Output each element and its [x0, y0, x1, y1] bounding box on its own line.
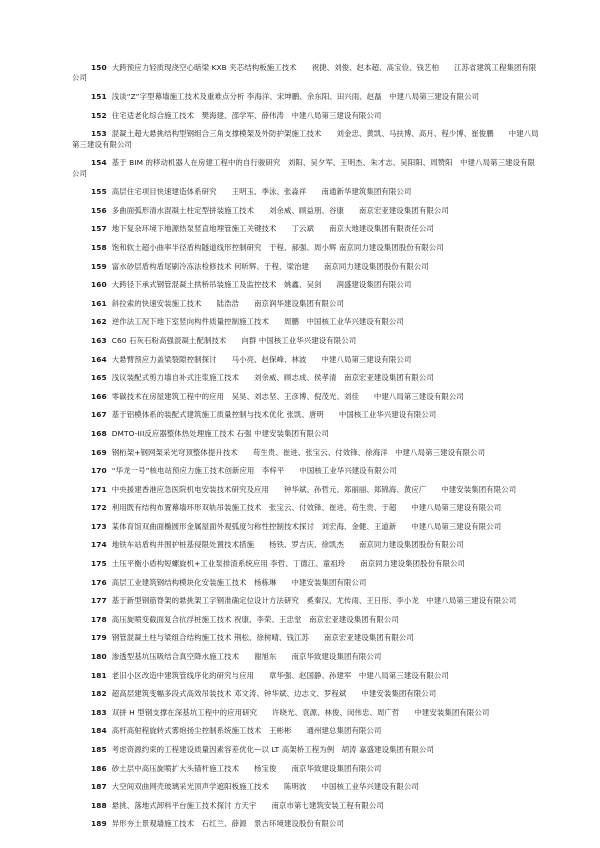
list-item [72, 782, 542, 792]
entry-text: C60 石灰石粉高强混凝土配制技术 向群 中国核工业华兴建设有限公司 [111, 335, 357, 345]
list-item [72, 578, 542, 588]
list-item [72, 243, 542, 253]
list-item [72, 448, 542, 458]
list-item [72, 280, 542, 290]
entry-number: 163 [91, 335, 107, 345]
entry-number: 159 [91, 261, 107, 271]
list-item [72, 615, 542, 625]
entry-text: 饱和软土超小曲率半径盾构隧道线形控制研究 于程、郝强、周小辉 南京同力建设集团股份有限公司 [111, 242, 444, 252]
entry-text: 考虑资源约束的工程建设质量因素容差优化—以 LT 高架桥工程为例 胡涛 嘉盛建设集团有限公司 [111, 745, 435, 754]
entry-text: 逆作法工况下地下室竖向构件质量控制施工技术 周鹏 中国核工业华兴建设有限公司 [111, 317, 404, 327]
entry-text: 地下复杂环境下地源热泵竖直地埋管施工关键技术 丁云斌 南京大地建设集团有限责任公司 [111, 224, 434, 234]
entry-number: 175 [91, 559, 107, 569]
entry-number: 167 [91, 410, 107, 420]
list-item [72, 336, 542, 346]
entry-text: 高压旋喷变截面复合抗浮桩施工技术 祝康、李荣、王忠堂 南京宏亚建设集团有限公司 [111, 614, 399, 624]
entry-number: 157 [91, 224, 107, 234]
entry-text: 某体育馆双曲面椭圆形金属屋面外观弧度匀称性控制技术探讨 刘宏海、金健、王道新 中建八局第三建设有限公司 [111, 521, 502, 531]
entry-number: 164 [91, 354, 107, 364]
entry-number: 177 [91, 596, 107, 606]
entry-number: 160 [91, 280, 107, 290]
list-item [72, 819, 542, 829]
entry-number: 181 [91, 670, 107, 680]
entry-number: 179 [91, 633, 107, 643]
list-item [72, 92, 542, 102]
list-item [72, 429, 542, 439]
list-item [72, 206, 542, 216]
list-item [72, 392, 542, 402]
project-list [72, 63, 542, 838]
list-item [72, 317, 542, 327]
list-item [72, 596, 542, 606]
list-item [72, 764, 542, 774]
entry-text: 基于新型钢筋脊架的悬挑架工字钢准确定位设计方法研究 奚秦汉、尤传雨、王日彤、李小龙 中建八局第三建设有限公司 [111, 596, 517, 606]
entry-number: 184 [91, 726, 107, 736]
list-item [72, 187, 542, 197]
entry-number: 152 [91, 110, 107, 120]
entry-number: 185 [91, 745, 107, 754]
list-item [72, 224, 542, 234]
list-item [72, 708, 542, 718]
entry-number: 187 [91, 782, 107, 792]
entry-number: 188 [91, 800, 107, 810]
entry-text: 住宅适老化综合施工技术 樊海建、邵学军、薛伟涛 中建八局第三建设有限公司 [111, 110, 382, 120]
entry-text: 大空间双曲网壳玻璃采光顶声学遮阳板施工技术 陈明波 中国核工业华兴建设有限公司 [111, 782, 419, 792]
entry-text: 混凝土超大悬挑结构型钢组合三角支撑模架及外防护架施工技术 刘金忠、黄凯、马扶博、高月、程少博、崔俊鹏 中建八局第三建设有限公司 [72, 129, 539, 149]
list-item [72, 689, 542, 699]
list-item [72, 726, 542, 736]
list-item [72, 559, 542, 569]
entry-number: 182 [91, 689, 107, 699]
entry-text: 浅谈“Z”字型幕墙施工技术及重难点分析 李海洋、宋坤鹏、余东阳、田兴雨、赵磊 中建八局第三建设有限公司 [111, 92, 480, 101]
entry-text: 悬挑、落地式卸料平台施工技术探讨 方天宇 南京市第七建筑安装工程有限公司 [111, 800, 384, 810]
entry-text: 渗透型基坑压吸结合真空降水施工技术 谢旭东 南京华致建设集团有限公司 [111, 652, 382, 662]
list-item [72, 158, 542, 179]
entry-number: 154 [91, 158, 107, 168]
entry-number: 166 [91, 391, 107, 401]
entry-text: 双拼 H 型钢支撑在深基坑工程中的应用研究 许晓光、袁源、林俊、闵伟忠、周广哲 中建安装集团有限公司 [111, 707, 490, 717]
entry-number: 176 [91, 577, 107, 587]
entry-text: 高层住宅项目快速建造体系研究 王明玉、季泳、张淼祥 南通新华建筑集团有限公司 [111, 187, 412, 197]
entry-number: 174 [91, 540, 107, 550]
entry-number: 158 [91, 242, 107, 252]
entry-number: 169 [91, 447, 107, 457]
entry-text: 钢桁架+钢网架采光穹顶整体提升技术 苟生贵、崔进、张宝云、付效锋、徐海洋 中建八局第三建设有限公司 [111, 447, 486, 457]
list-item [72, 466, 542, 476]
list-item [72, 299, 542, 309]
entry-text: 高层工业建筑钢结构模块化安装施工技术 杨栋琳 中建安装集团有限公司 [111, 577, 367, 587]
entry-text: 富水砂层盾构盾尾刷冷冻法检修技术 何昕辉、于程、梁治建 南京同力建设集团股份有限公司 [111, 261, 429, 271]
entry-number: 150 [91, 63, 107, 72]
entry-number: 168 [91, 428, 107, 438]
list-item [72, 633, 542, 643]
entry-text: 土压平衡小盾构短螺旋机+工业泵排渣系统应用 李哲、丁德江、童祖玲 南京同力建设集团股份有限公司 [111, 559, 466, 569]
entry-text: 多曲面弧形清水混凝土柱定型拼装施工技术 刘余威、顾益朋、谷康 南京宏亚建设集团有限公司 [111, 205, 449, 215]
entry-text: 异形夯土景观墙施工技术 石红兰、薛源 景古环境建设股份有限公司 [111, 819, 344, 829]
entry-text: 利用既有结构布置幕墙环形双轨吊装施工技术 张宝云、付效锋、崔进、苟生贵、于超 中建八局第三建设有限公司 [111, 503, 502, 513]
entry-text: 大跨径下承式钢管混凝土拱桥吊装施工及监控技术 姚鑫、吴剑 润盛建设集团有限公司 [111, 280, 412, 290]
entry-number: 151 [91, 92, 107, 101]
entry-number: 189 [91, 819, 107, 829]
list-item [72, 410, 542, 420]
list-item [72, 671, 542, 681]
entry-number: 155 [91, 187, 107, 197]
entry-text: “华龙一号”核电站预应力施工技术创新应用 李梓平 中国核工业华兴建设有限公司 [111, 466, 397, 476]
list-item [72, 129, 542, 150]
entry-text: 中央援建香港应急医院机电安装技术研究及应用 钟华斌、孙哲元、郑丽丽、郑锦海、黄应广 中建安装集团有限公司 [111, 484, 517, 494]
entry-text: 钢管混凝土柱与梁组合结构施工技术 荆松、徐树晴、钱江苏 南京宏亚建设集团有限公司 [111, 633, 414, 643]
entry-number: 183 [91, 707, 107, 717]
entry-text: 大悬臂预应力盖梁裂隙控制探讨 马小亮、赵保峰、林波 中建八局第三建设有限公司 [111, 354, 412, 364]
list-item [72, 63, 542, 84]
entry-text: 斜拉索的快速安装施工技术 陆浩浩 南京润华建设集团有限公司 [111, 298, 344, 308]
entry-text: 基于 BIM 的移动机器人在房建工程中的自行骏研究 刘阳、吴夕军、王明杰、朱才志、吴阳阳、周赞阳 中建八局第三建设有限公司 [72, 158, 536, 178]
entry-number: 156 [91, 205, 107, 215]
entry-text: DMTO-III反应器整体热处理施工技术 石强 中建安装集团有限公司 [111, 428, 330, 438]
list-item [72, 503, 542, 513]
entry-number: 153 [91, 129, 107, 139]
entry-number: 165 [91, 373, 107, 383]
list-item [72, 262, 542, 272]
entry-number: 161 [91, 298, 107, 308]
entry-number: 180 [91, 652, 107, 662]
entry-text: 零碳技术在房屋建筑工程中的应用 吴昊、刘志坚、王彦博、倪茂光、刘佳 中建八局第三建设有限公司 [111, 391, 464, 401]
entry-number: 171 [91, 484, 107, 494]
entry-number: 170 [91, 466, 107, 476]
entry-number: 172 [91, 503, 107, 513]
list-item [72, 111, 542, 121]
entry-number: 173 [91, 521, 107, 531]
list-item [72, 485, 542, 495]
entry-text: 地铁车站盾构井围护桩基侵限处置技术措施 杨铁、罗吉庆、徐凯杰 南京同力建设集团股份有限公司 [111, 540, 464, 550]
entry-number: 162 [91, 317, 107, 327]
list-item [72, 373, 542, 383]
entry-text: 浅议装配式剪力墙自补式注浆施工技术 刘余威、顾志成、侯孝清 南京宏亚建设集团有限公司 [111, 373, 434, 383]
list-item [72, 540, 542, 550]
list-item [72, 522, 542, 532]
entry-text: 大跨预应力轻质现浇空心暗梁 KXB 夹芯结构板施工技术 祝捷、刘俊、赵本超、高宝俭、钱艺柏 江苏省建筑工程集团有限公司 [72, 63, 537, 83]
list-item [72, 745, 542, 755]
entry-text: 老旧小区改造中建筑管线序化的研究与应用 章华强、赵国静、孙建军 中建八局第三建设有限公司 [111, 670, 449, 680]
entry-number: 178 [91, 614, 107, 624]
entry-text: 高杆高射程旋转式雾炮扬尘控制系统施工技术 王彬彬 通州建总集团有限公司 [111, 726, 382, 736]
entry-number: 186 [91, 763, 107, 773]
list-item [72, 652, 542, 662]
entry-text: 基于铝模体系的装配式建筑施工质量控制与技术优化 张凯、唐明 中国核工业华兴建设有限公司 [111, 410, 437, 420]
list-item [72, 355, 542, 365]
entry-text: 超高层建筑变幅多段式高效吊装技术 邓文涛、钟华斌、边志文、罗程斌 中建安装集团有限公司 [111, 689, 437, 699]
list-item [72, 801, 542, 811]
entry-text: 砂土层中高压旋喷扩大头锚杆施工技术 杨宝俊 南京华致建设集团有限公司 [111, 763, 382, 773]
